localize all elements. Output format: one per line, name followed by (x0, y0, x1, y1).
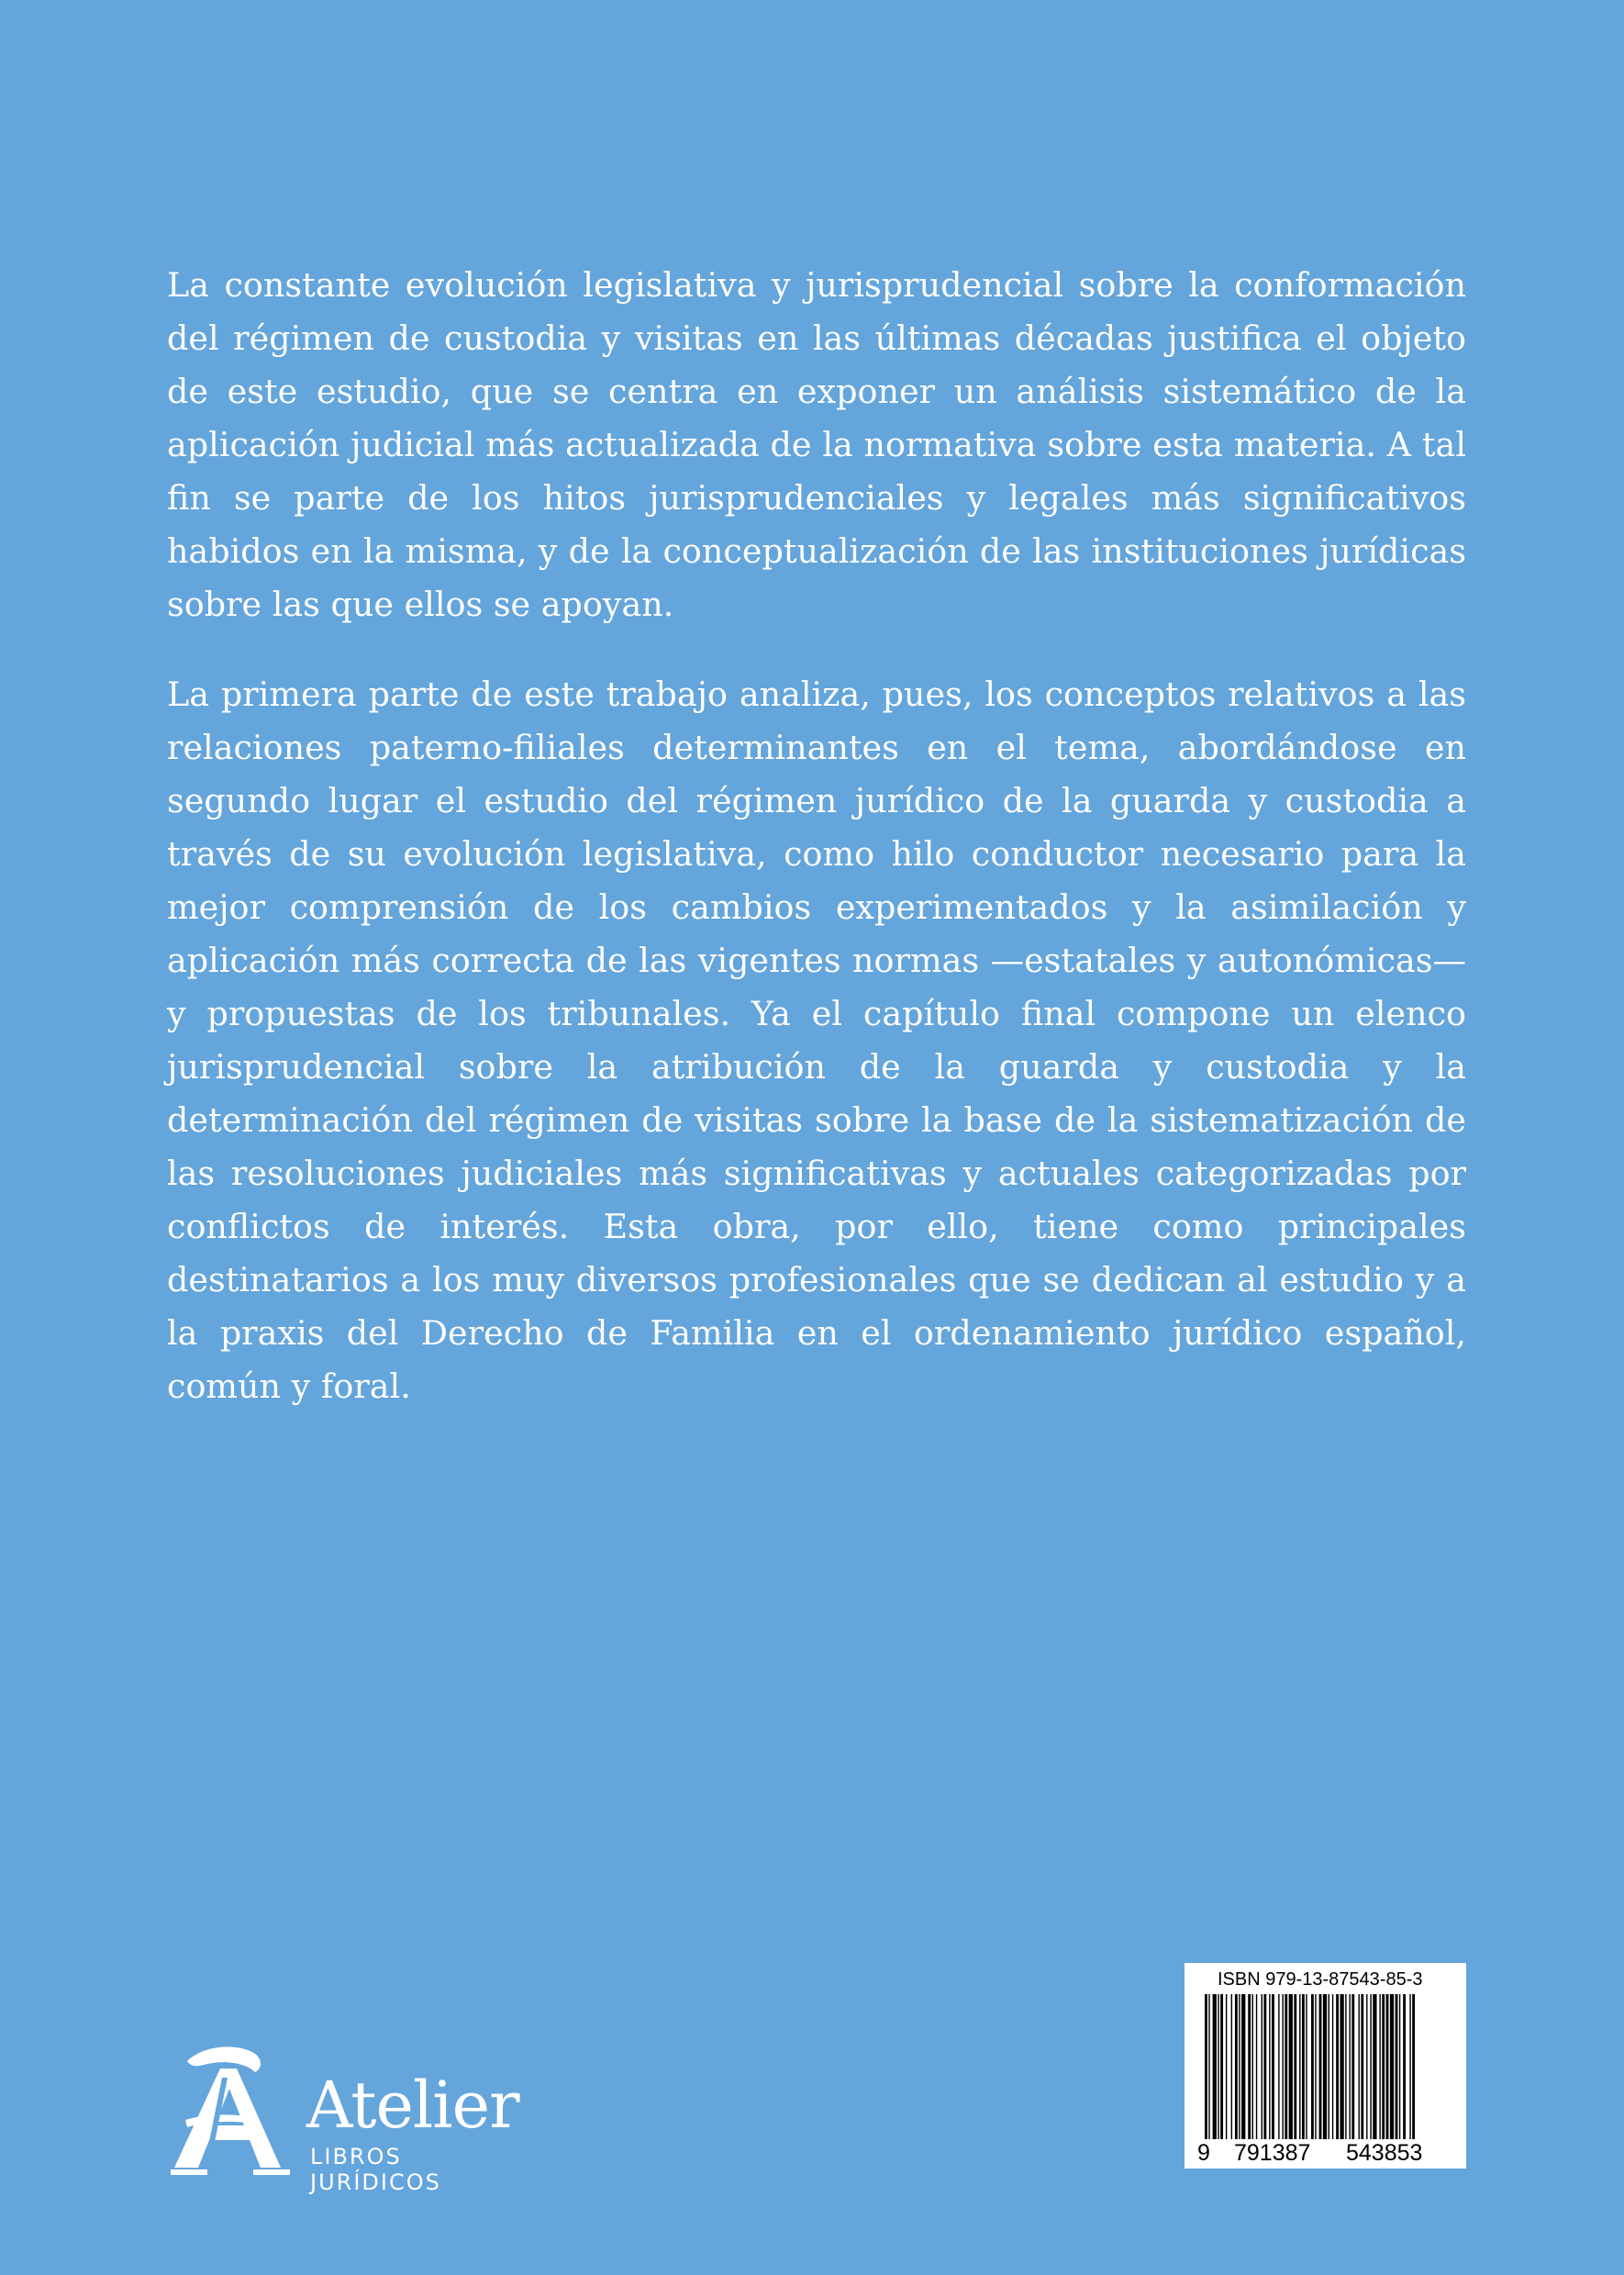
barcode-bar (1403, 1994, 1406, 2139)
barcode-bar (1382, 1994, 1385, 2139)
barcode-bar (1306, 1994, 1307, 2139)
barcode-bar (1361, 1994, 1363, 2139)
barcode-bar (1332, 1994, 1333, 2139)
barcode-bar (1235, 1994, 1238, 2139)
barcode-bar (1285, 1994, 1287, 2139)
atelier-a-logo-icon (167, 2041, 295, 2179)
barcode-bar (1386, 1994, 1389, 2139)
barcode-bar (1302, 1994, 1305, 2139)
barcode-bar (1278, 1994, 1279, 2139)
barcode-bar (1231, 1994, 1232, 2139)
barcode-bar (1351, 1994, 1354, 2139)
barcode-bar (1208, 1994, 1209, 2139)
barcode-bar (1323, 1994, 1327, 2139)
barcode-bar (1379, 1994, 1380, 2139)
barcode-bar (1256, 1994, 1257, 2139)
barcode-bar (1299, 1994, 1300, 2139)
publisher-logo (167, 2041, 534, 2195)
barcode-bar (1294, 1994, 1296, 2139)
barcode-bar (1412, 1994, 1415, 2139)
barcode-bar (1269, 1994, 1270, 2139)
barcode-bar (1345, 1994, 1346, 2139)
barcode-bar (1399, 1994, 1400, 2139)
barcode-bar (1272, 1994, 1274, 2139)
barcode-bar (1315, 1994, 1316, 2139)
barcode-bar (1205, 1994, 1207, 2139)
barcode-bar (1239, 1994, 1240, 2139)
isbn-barcode (1185, 1963, 1466, 2169)
barcode-bar (1226, 1994, 1227, 2139)
barcode-bar (1252, 1994, 1253, 2139)
barcode-digits-right: 543853 (1346, 2140, 1423, 2166)
barcode-bar (1373, 1994, 1376, 2139)
barcode-bar (1311, 1994, 1314, 2139)
barcode-bar (1358, 1994, 1359, 2139)
barcode-digit-lead: 9 (1197, 2140, 1210, 2166)
barcode-bar (1366, 1994, 1367, 2139)
back-cover-blurb (167, 259, 1466, 1450)
barcode-bars (1205, 1994, 1454, 2139)
barcode-bar (1319, 1994, 1322, 2139)
barcode-bar (1336, 1994, 1339, 2139)
barcode-bar (1409, 1994, 1410, 2139)
blurb-paragraph-1: La constante evolución legislativa y jurisprudencial sobre la conformación del régimen de custodia y visitas en las últimas décadas justifica el objeto de este estudio, que se centra en exponer un análisis sistemático de la aplicación judicial más actualizada de la normativa sobre esta materia. A tal fin se parte de los hitos jurisprudenciales y legales más significativos habidos en la misma, y de la conceptualización de las instituciones jurídicas sobre las que ellos se apoyan. (167, 265, 1466, 624)
barcode-bar (1220, 1994, 1223, 2139)
barcode-bar (1390, 1994, 1394, 2139)
barcode-bar (1241, 1994, 1245, 2139)
barcode-bar (1263, 1994, 1266, 2139)
barcode-bar (1349, 1994, 1350, 2139)
publisher-tagline: LIBROS JURÍDICOS (310, 2144, 441, 2195)
barcode-bar (1213, 1994, 1217, 2139)
barcode-bar (1370, 1994, 1371, 2139)
blurb-paragraph-2: La primera parte de este trabajo analiza, pues, los conceptos relativos a las relaciones paterno-filiales determinantes en el tema, abordándose en segundo lugar el estudio del régimen jurídico de la guarda y custodia a través de su evolución legislativa, como hilo conductor necesario para la mejor comprensión de los cambios experimentados y la asimilación y aplicación más correcta de las vigentes normas —estatales y autonómicas— y propuestas de los tribunales. Ya el capítulo final compone un elenco jurisprudencial sobre la atribución de la guarda y custodia y la determinación del régimen de visitas sobre la base de la sistematización de las resoluciones judiciales más significativas y actuales categorizadas por conflictos de interés. Esta obra, por ello, tiene como principales destinatarios a los muy diversos profesionales que se dedican al estudio y a la praxis del Derecho de Familia en el ordenamiento jurídico español, común y foral. (167, 675, 1466, 1406)
isbn-label: ISBN 979-13-87543-85-3 (1218, 1969, 1423, 1990)
barcode-bar (1396, 1994, 1398, 2139)
publisher-name: Atelier (306, 2068, 519, 2143)
barcode-bar (1289, 1994, 1293, 2139)
barcode-digits-left: 791387 (1234, 2140, 1311, 2166)
barcode-bar (1282, 1994, 1283, 2139)
barcode-bar (1340, 1994, 1343, 2139)
barcode-bar (1248, 1994, 1251, 2139)
